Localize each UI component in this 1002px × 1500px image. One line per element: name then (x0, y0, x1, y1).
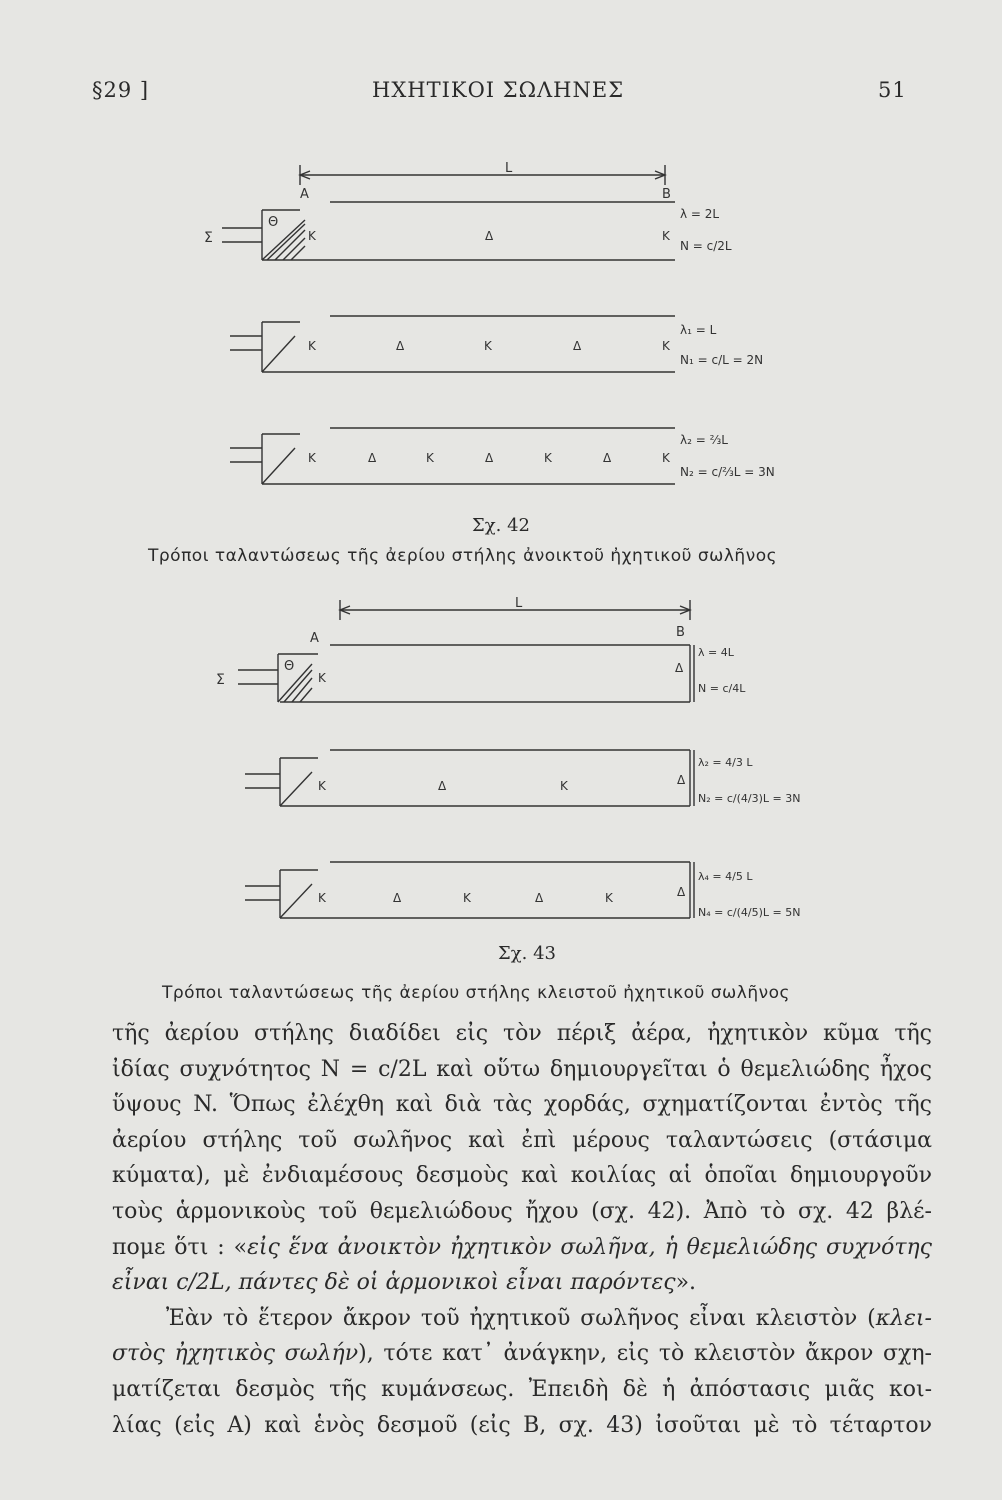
text-line: ἀερίου στήλης τοῦ σωλῆνος καὶ ἐπὶ μέρους ταλαντώσεις (στάσιμα (112, 1127, 932, 1153)
text-line: ματίζεται δεσμὸς τῆς κυμάνσεως. Ἐπειδὴ δὲ ἡ ἀπόστασις μιᾶς κοι- (112, 1376, 932, 1402)
text-line: τοὺς ἁρμονικοὺς τοῦ θεμελιώδους ἤχου (σχ. 42). Ἀπὸ τὸ σχ. 42 βλέ- (112, 1198, 932, 1224)
node-label: K (318, 671, 326, 685)
node-label: Δ (677, 773, 686, 787)
theta-label: Θ (284, 659, 295, 674)
theta-label: Θ (268, 215, 279, 230)
node-label: K (308, 451, 316, 465)
figure-42-caption: Τρόποι ταλαντώσεως τῆς ἀερίου στήλης ἀνοικτοῦ ἠχητικοῦ σωλῆνος (148, 546, 778, 566)
figure-42-label: Σχ. 42 (472, 515, 530, 536)
point-a-label: A (310, 631, 319, 646)
closed-tube-3 (245, 862, 694, 918)
text-line: ὕψους N. Ὅπως ἐλέχθη καὶ διὰ τὰς χορδάς, σχηματίζονται ἐντὸς τῆς (112, 1092, 932, 1118)
node-label: K (308, 339, 316, 353)
node-label: K (318, 891, 326, 905)
page-number: 51 (878, 78, 907, 102)
italic-quote: εἰς ἕνα ἀνοικτὸν ἠχητικὸν σωλῆνα, ἡ θεμελιώδης συχνότης (247, 1234, 932, 1260)
italic-term: στὸς ἠχητικὸς σωλήν (112, 1341, 359, 1367)
running-title: ΗΧΗΤΙΚΟΙ ΣΩΛΗΝΕΣ (372, 78, 625, 102)
open-tube-2 (230, 316, 675, 372)
text-line (112, 1301, 932, 1337)
frequency-label: N₂ = c/⅔L = 3N (680, 465, 775, 479)
text-line (112, 1230, 932, 1266)
node-label: Δ (535, 891, 544, 905)
node-label: K (560, 779, 568, 793)
text-line (112, 1336, 932, 1372)
figure-43-diagram (0, 590, 1002, 940)
length-label: L (515, 596, 523, 611)
wavelength-label: λ = 4L (698, 646, 734, 659)
italic-quote: εἶναι c/2L, πάντες δὲ οἱ ἁρμονικοὶ εἶναι παρόντες (112, 1270, 676, 1296)
frequency-label: N₄ = c/(4/5)L = 5N (698, 906, 801, 919)
text-line (112, 1265, 932, 1301)
node-label: K (308, 229, 316, 243)
node-label: K (544, 451, 552, 465)
point-b-label: B (676, 625, 685, 640)
section-number: §29 ] (92, 78, 150, 102)
node-label: Δ (485, 451, 494, 465)
text-run: ), τότε κατ᾽ ἀνάγκην, εἰς τὸ κλειστὸν ἄκρον σχη- (358, 1341, 932, 1367)
closed-tube-2 (245, 750, 694, 806)
open-tube-1 (222, 202, 675, 260)
node-label: Δ (368, 451, 377, 465)
point-b-label: B (662, 187, 671, 202)
length-label: L (505, 161, 513, 176)
node-label: K (426, 451, 434, 465)
node-label: K (463, 891, 471, 905)
point-a-label: A (300, 187, 309, 202)
wavelength-label: λ₂ = ⅔L (680, 433, 728, 447)
text-line: λίας (εἰς A) καὶ ἑνὸς δεσμοῦ (εἰς B, σχ. 43) ἰσοῦται μὲ τὸ τέταρτον (112, 1412, 932, 1438)
node-label: K (484, 339, 492, 353)
node-label: Δ (485, 229, 494, 243)
node-label: K (605, 891, 613, 905)
node-label: Δ (677, 885, 686, 899)
closed-tube-1 (238, 645, 694, 702)
figure-43-label: Σχ. 43 (498, 943, 556, 964)
text-run: πομε ὅτι : « (112, 1234, 248, 1260)
node-label: Δ (675, 661, 684, 675)
sigma-label: Σ (204, 230, 213, 246)
node-label: Δ (573, 339, 582, 353)
wavelength-label: λ₄ = 4/5 L (698, 870, 753, 883)
node-label: K (662, 229, 670, 243)
node-label: K (318, 779, 326, 793)
wavelength-label: λ = 2L (680, 207, 720, 221)
text-run: ». (675, 1270, 697, 1296)
text-line: ἰδίας συχνότητος N = c/2L καὶ οὕτω δημιουργεῖται ὁ θεμελιώδης ἦχος (112, 1056, 932, 1082)
text-line: κύματα), μὲ ἐνδιαμέσους δεσμοὺς καὶ κοιλίας αἱ ὁποῖαι δημιουργοῦν (112, 1163, 932, 1189)
sigma-label: Σ (216, 672, 225, 688)
frequency-label: N = c/4L (698, 682, 746, 695)
node-label: K (662, 339, 670, 353)
node-label: Δ (393, 891, 402, 905)
frequency-label: N₂ = c/(4/3)L = 3N (698, 792, 801, 805)
node-label: Δ (438, 779, 447, 793)
node-label: Δ (603, 451, 612, 465)
figure-43-caption: Τρόποι ταλαντώσεως τῆς ἀερίου στήλης κλειστοῦ ἠχητικοῦ σωλῆνος (162, 983, 791, 1003)
body-text (112, 1016, 932, 1443)
node-label: K (662, 451, 670, 465)
wavelength-label: λ₁ = L (680, 323, 717, 337)
figure-42-diagram (0, 150, 1002, 500)
frequency-label: N = c/2L (680, 239, 732, 253)
text-line: τῆς ἀερίου στήλης διαδίδει εἰς τὸν πέριξ ἀέρα, ἠχητικὸν κῦμα τῆς (112, 1021, 932, 1046)
text-run: Ἐὰν τὸ ἕτερον ἄκρον τοῦ ἠχητικοῦ σωλῆνος εἶναι κλειστὸν ( (166, 1305, 876, 1331)
node-label: Δ (396, 339, 405, 353)
frequency-label: N₁ = c/L = 2N (680, 353, 764, 367)
wavelength-label: λ₂ = 4/3 L (698, 756, 753, 769)
italic-term: κλει- (875, 1305, 932, 1331)
